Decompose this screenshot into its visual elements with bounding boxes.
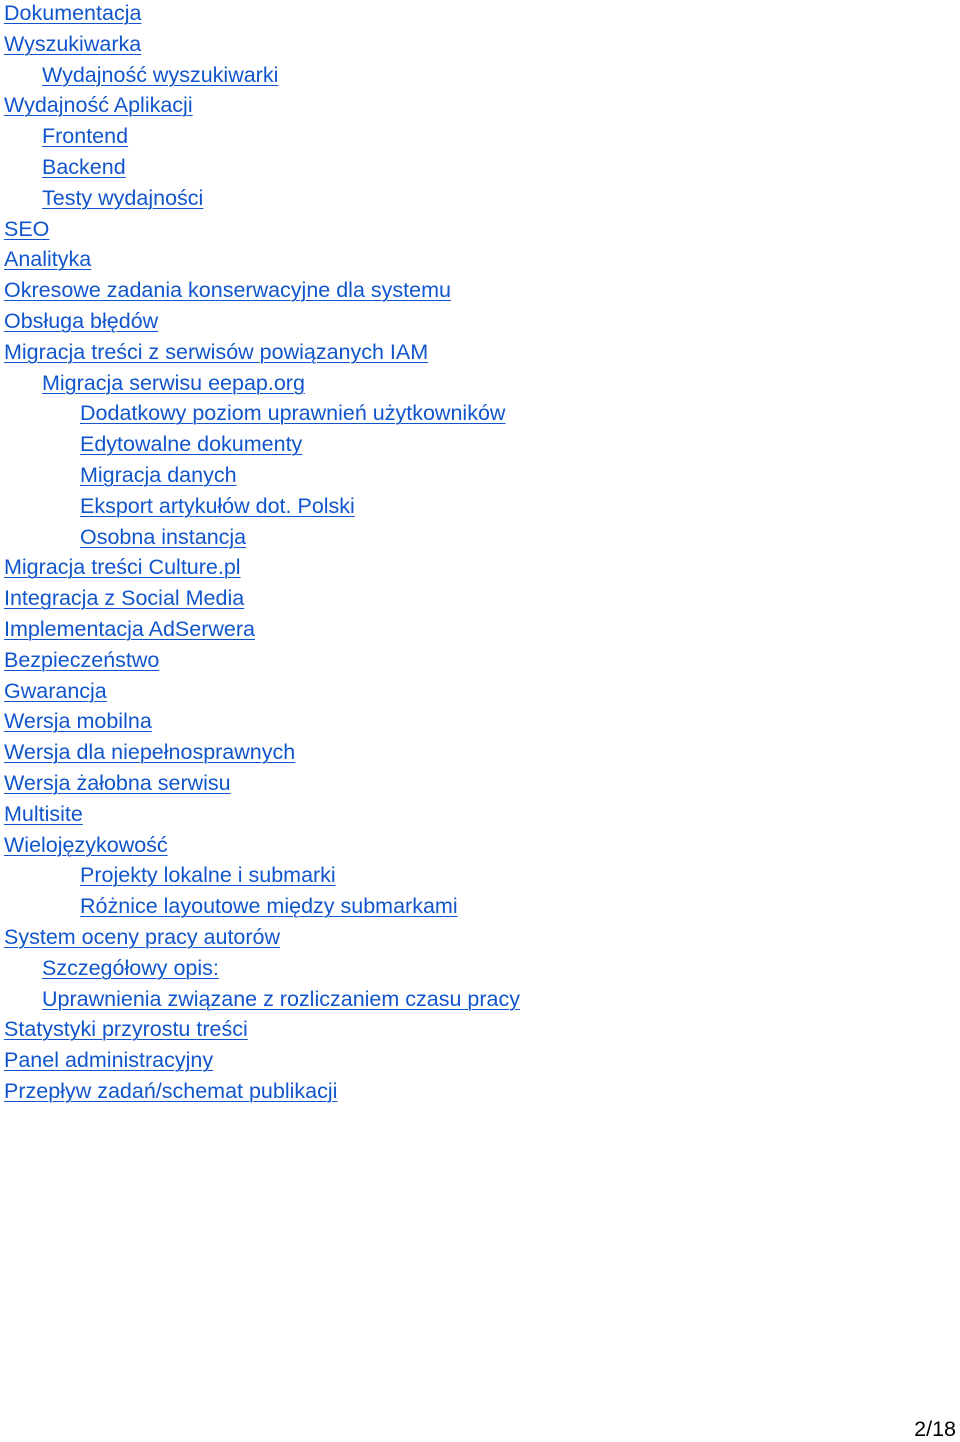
toc-link[interactable]: Dodatkowy poziom uprawnień użytkowników xyxy=(80,401,506,426)
toc-link[interactable]: Okresowe zadania konserwacyjne dla systemu xyxy=(4,278,451,303)
toc-link[interactable]: Migracja treści Culture.pl xyxy=(4,555,241,580)
toc-link[interactable]: Implementacja AdSerwera xyxy=(4,616,255,641)
toc-link[interactable]: Frontend xyxy=(42,124,129,149)
toc-item xyxy=(4,708,520,739)
toc-item xyxy=(4,431,520,462)
toc-item xyxy=(4,1016,520,1047)
toc-link[interactable]: Testy wydajności xyxy=(42,185,204,210)
toc-link[interactable]: Bezpieczeństwo xyxy=(4,647,160,672)
toc-link[interactable]: Wydajność Aplikacji xyxy=(4,93,193,118)
toc-item xyxy=(4,986,520,1017)
toc-link[interactable]: Eksport artykułów dot. Polski xyxy=(80,493,355,518)
toc-link[interactable]: Edytowalne dokumenty xyxy=(80,432,303,457)
toc-link[interactable]: Wersja żałobna serwisu xyxy=(4,770,231,795)
toc-item xyxy=(4,955,520,986)
toc-item xyxy=(4,801,520,832)
toc-link[interactable]: Osobna instancja xyxy=(80,524,247,549)
toc-link[interactable]: System oceny pracy autorów xyxy=(4,924,281,949)
toc-item xyxy=(4,770,520,801)
toc-link[interactable]: Multisite xyxy=(4,801,83,826)
toc-item xyxy=(4,493,520,524)
toc-item xyxy=(4,31,520,62)
toc-item xyxy=(4,0,520,31)
toc-item xyxy=(4,647,520,678)
toc-item xyxy=(4,1047,520,1078)
toc-link[interactable]: Obsługa błędów xyxy=(4,308,159,333)
toc-link[interactable]: Uprawnienia związane z rozliczaniem czasu pracy xyxy=(42,986,520,1011)
toc-item xyxy=(4,739,520,770)
toc-item xyxy=(4,400,520,431)
toc-link[interactable]: Migracja treści z serwisów powiązanych IAM xyxy=(4,339,429,364)
page-number: 2/18 xyxy=(914,1417,956,1441)
toc-item xyxy=(4,62,520,93)
toc-item xyxy=(4,246,520,277)
toc-item xyxy=(4,92,520,123)
toc-item xyxy=(4,185,520,216)
table-of-contents xyxy=(4,0,520,1109)
toc-item xyxy=(4,154,520,185)
toc-item xyxy=(4,616,520,647)
toc-link[interactable]: Wersja dla niepełnosprawnych xyxy=(4,740,296,765)
toc-item xyxy=(4,123,520,154)
toc-link[interactable]: SEO xyxy=(4,216,50,241)
toc-link[interactable]: Statystyki przyrostu treści xyxy=(4,1017,248,1042)
toc-item xyxy=(4,308,520,339)
toc-link[interactable]: Szczegółowy opis: xyxy=(42,955,219,980)
toc-link[interactable]: Przepływ zadań/schemat publikacji xyxy=(4,1078,338,1103)
toc-link[interactable]: Migracja danych xyxy=(80,462,237,487)
toc-item xyxy=(4,893,520,924)
toc-link[interactable]: Wyszukiwarka xyxy=(4,31,142,56)
toc-item xyxy=(4,370,520,401)
toc-link[interactable]: Różnice layoutowe między submarkami xyxy=(80,894,458,919)
toc-item xyxy=(4,924,520,955)
toc-item xyxy=(4,216,520,247)
toc-link[interactable]: Projekty lokalne i submarki xyxy=(80,863,336,888)
toc-item xyxy=(4,339,520,370)
toc-item xyxy=(4,585,520,616)
toc-item xyxy=(4,462,520,493)
toc-item xyxy=(4,554,520,585)
toc-link[interactable]: Wersja mobilna xyxy=(4,709,152,734)
toc-link[interactable]: Wielojęzykowość xyxy=(4,832,168,857)
toc-link[interactable]: Dokumentacja xyxy=(4,1,142,25)
toc-link[interactable]: Gwarancja xyxy=(4,678,107,703)
toc-item xyxy=(4,862,520,893)
toc-item xyxy=(4,277,520,308)
toc-link[interactable]: Migracja serwisu eepap.org xyxy=(42,370,305,395)
toc-item xyxy=(4,1078,520,1109)
toc-item xyxy=(4,832,520,863)
toc-item xyxy=(4,524,520,555)
toc-link[interactable]: Panel administracyjny xyxy=(4,1048,214,1073)
toc-link[interactable]: Integracja z Social Media xyxy=(4,586,245,611)
toc-link[interactable]: Wydajność wyszukiwarki xyxy=(42,62,279,87)
toc-link[interactable]: Analityka xyxy=(4,247,92,272)
toc-item xyxy=(4,678,520,709)
toc-link[interactable]: Backend xyxy=(42,154,126,179)
